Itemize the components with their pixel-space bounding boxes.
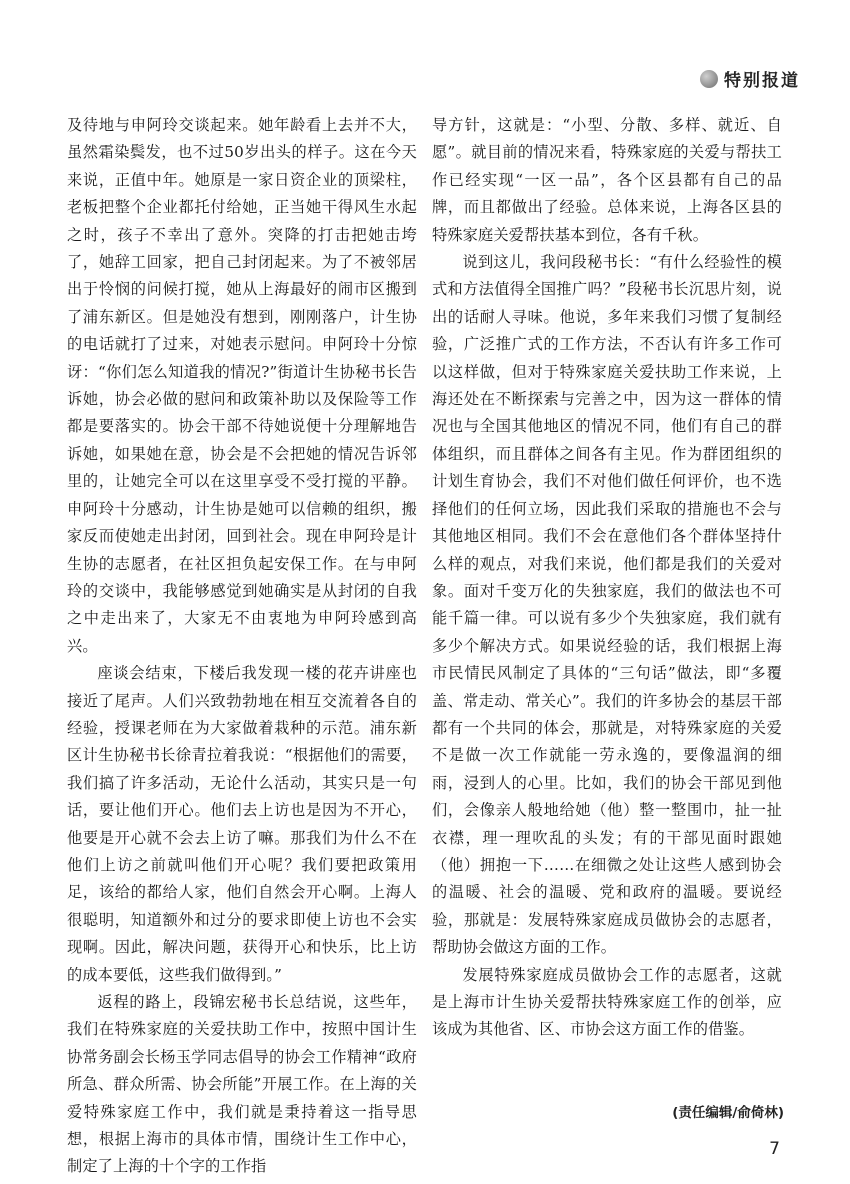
paragraph: 导方针，这就是：“小型、分散、多样、就近、自愿”。就目前的情况来看，特殊家庭的关爱与帮扶工作已经实现“一区一品”，各个区县都有自己的品牌，而且都做出了经验。总体来说，上海各区县的特殊家庭关爱帮扶基本到位，各有千秋。 (432, 116, 782, 244)
circle-bullet-icon (700, 70, 718, 88)
paragraph: 返程的路上，段锦宏秘书长总结说，这些年，我们在特殊家庭的关爱扶助工作中，按照中国计生协常务副会长杨玉学同志倡导的协会工作精神“政府所急、群众所需、协会所能”开展工作。在上海的关爱特殊家庭工作中，我们就是秉持着这一指导思想，根据上海市的具体市情，围绕计生工作中心，制定了上海的十个字的工作指 (67, 993, 417, 1176)
page-number: 7 (769, 1139, 780, 1159)
paragraph: 及待地与申阿玲交谈起来。她年龄看上去并不大，虽然霜染鬓发，也不过50岁出头的样子。这在今天来说，正值中年。她原是一家日资企业的顶梁柱，老板把整个企业都托付给她，正当她干得风生水起之时，孩子不幸出了意外。突降的打击把她击垮了，她辞工回家，把自己封闭起来。为了不被邻居出于怜悯的问候打搅，她从上海最好的闹市区搬到了浦东新区。但是她没有想到，刚刚落户，计生协的电话就打了过来，对她表示慰问。申阿玲十分惊讶：“你们怎么知道我的情况?”街道计生协秘书长告诉她，协会必做的慰问和政策补助以及保险等工作都是要落实的。协会干部不待她说便十分理解地告诉她，如果她在意，协会是不会把她的情况告诉邻里的，让她完全可以在这里享受不受打搅的平静。申阿玲十分感动，计生协是她可以信赖的组织，搬家反而使她走出封闭，回到社会。现在申阿玲是计生协的志愿者，在社区担负起安保工作。在与申阿玲的交谈中，我能够感觉到她确实是从封闭的自我之中走出来了，大家无不由衷地为申阿玲感到高兴。 (67, 116, 417, 655)
right-text-column (432, 112, 782, 1044)
section-label: 特别报道 (724, 71, 800, 91)
paragraph: 发展特殊家庭成员做协会工作的志愿者，这就是上海市计生协关爱帮扶特殊家庭工作的创举，应该成为其他省、区、市协会这方面工作的借鉴。 (432, 965, 782, 1039)
paragraph: 说到这儿，我问段秘书长：“有什么经验性的模式和方法值得全国推广吗？”段秘书长沉思片刻，说出的话耐人寻味。他说，多年来我们习惯了复制经验，广泛推广式的工作方法，不否认有许多工作可以这样做，但对于特殊家庭关爱扶助工作来说，上海还处在不断探索与完善之中，因为这一群体的情况也与全国其他地区的情况不同，他们有自己的群体组织，而且群体之间各有主见。作为群团组织的计划生育协会，我们不对他们做任何评价，也不选择他们的任何立场，因此我们采取的措施也不会与其他地区相同。我们不会在意他们各个群体坚持什么样的观点，对我们来说，他们都是我们的关爱对象。面对千变万化的失独家庭，我们的做法也不可能千篇一律。可以说有多少个失独家庭，我们就有多少个解决方式。如果说经验的话，我们根据上海市民情民风制定了具体的“三句话”做法，即“多覆盖、常走动、常关心”。我们的许多协会的基层干部都有一个共同的体会，那就是，对特殊家庭的关爱不是做一次工作就能一劳永逸的，要像温润的细雨，浸到人的心里。比如，我们的协会干部见到他们，会像亲人般地给她（他）整一整围巾，扯一扯衣襟，理一理吹乱的头发；有的干部见面时跟她（他）拥抱一下……在细微之处让这些人感到协会的温暖、社会的温暖、党和政府的温暖。要说经验，那就是：发展特殊家庭成员做协会的志愿者，帮助协会做这方面的工作。 (432, 253, 782, 957)
editor-credit: (责任编辑/俞倚林) (672, 1105, 784, 1121)
section-header (700, 66, 800, 91)
left-text-column (67, 112, 417, 1181)
paragraph: 座谈会结束，下楼后我发现一楼的花卉讲座也接近了尾声。人们兴致勃勃地在相互交流着各自的经验，授课老师在为大家做着栽种的示范。浦东新区计生协秘书长徐青拉着我说：“根据他们的需要，我们搞了许多活动，无论什么活动，其实只是一句话，要让他们开心。他们去上访也是因为不开心，他要是开心就不会去上访了嘛。那我们为什么不在他们上访之前就叫他们开心呢？我们要把政策用足，该给的都给人家，他们自然会开心啊。上海人很聪明，知道额外和过分的要求即使上访也不会实现啊。因此，解决问题，获得开心和快乐，比上访的成本要低，这些我们做得到。” (67, 664, 417, 984)
